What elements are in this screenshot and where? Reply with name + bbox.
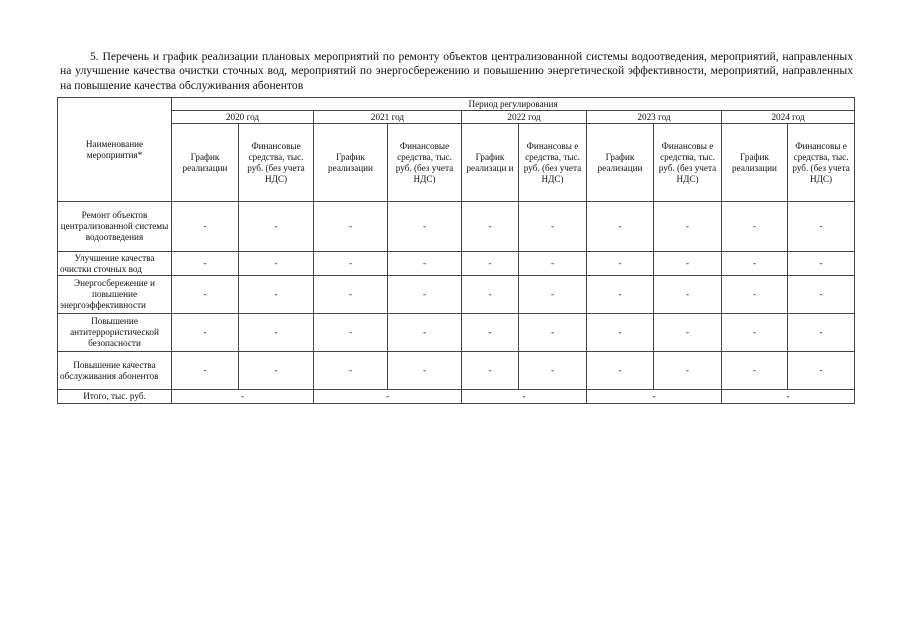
events-table (57, 97, 855, 404)
schedule-header: График реализаци и (462, 124, 519, 202)
table-cell: - (722, 202, 788, 252)
event-name: Ремонт объектов централизованной системы водоотведения (58, 202, 172, 252)
table-cell: - (788, 252, 855, 276)
table-cell: - (519, 276, 587, 314)
table-cell: - (388, 252, 462, 276)
table-cell: - (788, 276, 855, 314)
section-heading-text: 5. Перечень и график реализации плановых мероприятий по ремонту объектов централизованной системы водоотведения, мероприятий, направленных на улучшение качества очистки сточных вод, мероприятий по энергосбережению и повышению энергетической эффективности, мероприятий, направленных на повышение качества обслуживания абонентов (60, 49, 853, 92)
total-cell: - (722, 390, 855, 404)
schedule-header: График реализации (587, 124, 654, 202)
finance-header: Финансовы е средства, тыс. руб. (без учета НДС) (519, 124, 587, 202)
total-cell: - (314, 390, 462, 404)
table-cell: - (239, 314, 314, 352)
table-cell: - (314, 314, 388, 352)
table-cell: - (587, 202, 654, 252)
finance-header: Финансовы е средства, тыс. руб. (без учета НДС) (788, 124, 855, 202)
year-header: 2022 год (462, 111, 587, 124)
finance-header: Финансовы е средства, тыс. руб. (без учета НДС) (654, 124, 722, 202)
table-cell: - (788, 314, 855, 352)
table-cell: - (388, 202, 462, 252)
table-cell: - (314, 252, 388, 276)
table-cell: - (654, 314, 722, 352)
table-cell: - (519, 202, 587, 252)
schedule-header: График реализации (314, 124, 388, 202)
table-cell: - (654, 352, 722, 390)
table-cell: - (654, 202, 722, 252)
table-cell: - (172, 314, 239, 352)
finance-header: Финансовые средства, тыс. руб. (без учета НДС) (239, 124, 314, 202)
table-cell: - (388, 352, 462, 390)
table-cell: - (388, 314, 462, 352)
table-cell: - (172, 202, 239, 252)
table-cell: - (722, 314, 788, 352)
table-cell: - (462, 314, 519, 352)
table-cell: - (587, 314, 654, 352)
table-cell: - (722, 252, 788, 276)
table-cell: - (462, 252, 519, 276)
table-cell: - (462, 276, 519, 314)
total-row (58, 390, 855, 404)
schedule-header: График реализации (722, 124, 788, 202)
table-cell: - (654, 252, 722, 276)
table-cell: - (519, 252, 587, 276)
table-row (58, 352, 855, 390)
table-cell: - (314, 352, 388, 390)
table-cell: - (519, 352, 587, 390)
table-cell: - (722, 352, 788, 390)
year-header: 2021 год (314, 111, 462, 124)
table-cell: - (239, 276, 314, 314)
table-cell: - (172, 252, 239, 276)
table-cell: - (239, 202, 314, 252)
year-header: 2024 год (722, 111, 855, 124)
year-header: 2023 год (587, 111, 722, 124)
schedule-header: График реализации (172, 124, 239, 202)
table-cell: - (587, 276, 654, 314)
table-cell: - (587, 352, 654, 390)
total-cell: - (172, 390, 314, 404)
table-cell: - (788, 202, 855, 252)
finance-header: Финансовые средства, тыс. руб. (без учета НДС) (388, 124, 462, 202)
table-row (58, 202, 855, 252)
event-name: Повышение качества обслуживания абонентов (58, 352, 172, 390)
table-cell: - (462, 202, 519, 252)
period-header: Период регулирования (172, 98, 855, 111)
table-row (58, 276, 855, 314)
total-cell: - (587, 390, 722, 404)
table-cell: - (462, 352, 519, 390)
table-cell: - (388, 276, 462, 314)
table-cell: - (788, 352, 855, 390)
table-cell: - (519, 314, 587, 352)
event-name: Энергосбережение и повышение энергоэффективности (58, 276, 172, 314)
table-cell: - (239, 352, 314, 390)
table-cell: - (239, 252, 314, 276)
table-cell: - (172, 352, 239, 390)
year-header: 2020 год (172, 111, 314, 124)
section-heading (60, 50, 853, 94)
table-cell: - (654, 276, 722, 314)
table-cell: - (314, 276, 388, 314)
event-name: Повышение антитеррористической безопасности (58, 314, 172, 352)
table-row (58, 314, 855, 352)
table-row (58, 252, 855, 276)
total-label: Итого, тыс. руб. (58, 390, 172, 404)
table-cell: - (587, 252, 654, 276)
table-cell: - (722, 276, 788, 314)
total-cell: - (462, 390, 587, 404)
table-cell: - (172, 276, 239, 314)
event-name: Улучшение качества очистки сточных вод (58, 252, 172, 276)
table-cell: - (314, 202, 388, 252)
event-name-header: Наименование мероприятия* (58, 98, 172, 202)
